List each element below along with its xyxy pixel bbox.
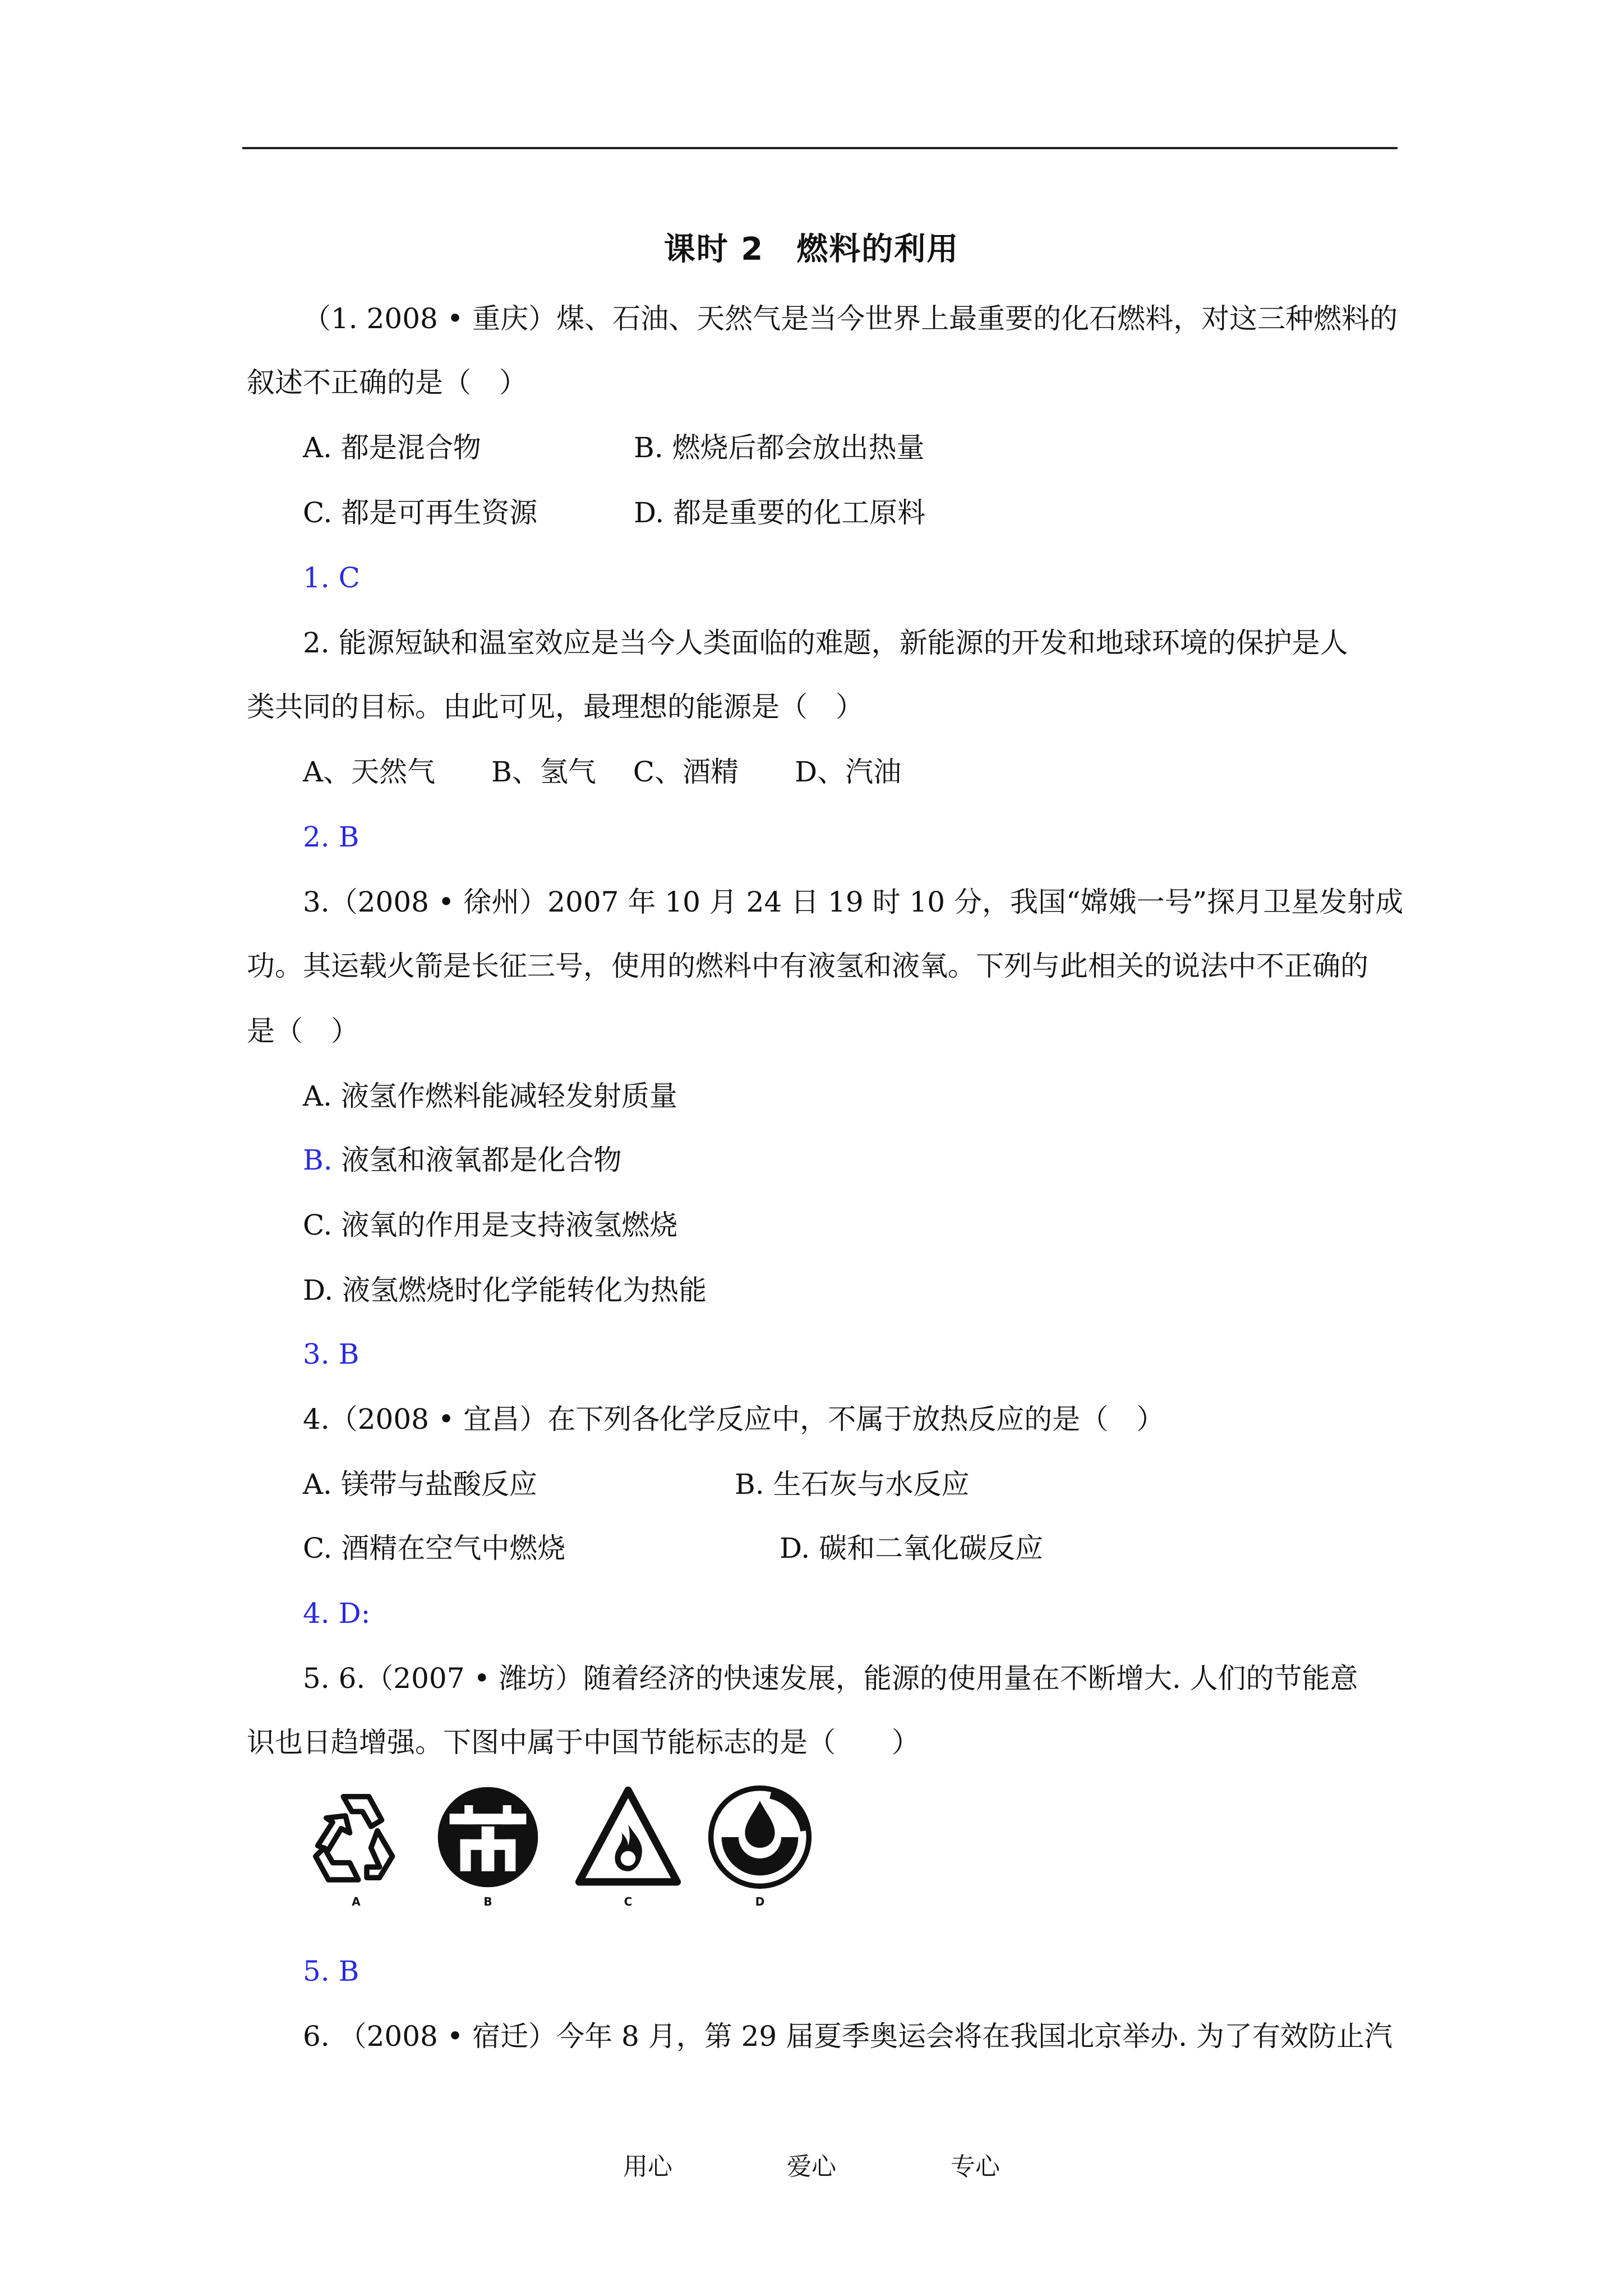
q1-option-a: A. 都是混合物 — [303, 431, 481, 464]
header-rule — [242, 147, 1398, 149]
q1-line1: （1. 2008 • 重庆）煤、石油、天然气是当今世界上最重要的化石燃料，对这三种燃料的 — [303, 302, 1398, 335]
icon-label-c: C — [624, 1895, 633, 1908]
q3-option-c: C. 液氧的作用是支持液氢燃烧 — [303, 1209, 678, 1241]
q3-answer: 3. B — [303, 1338, 359, 1370]
q5-line1: 5. 6.（2007 • 潍坊）随着经济的快速发展，能源的使用量在不断增大. 人们的节能意 — [303, 1662, 1358, 1695]
q1-option-c: C. 都是可再生资源 — [303, 496, 538, 529]
water-saving-icon — [707, 1784, 813, 1890]
q3-line3: 是（ ） — [247, 1015, 359, 1047]
footer-word-1: 用心 — [623, 2152, 672, 2181]
icon-label-a: A — [352, 1895, 361, 1908]
q6-line1: 6. （2008 • 宿迁）今年 8 月，第 29 届夏季奥运会将在我国北京举办. 为了有效防止汽 — [303, 2020, 1393, 2053]
footer-word-2: 爱心 — [787, 2152, 836, 2181]
q3-option-b-letter: B. — [303, 1144, 333, 1176]
q4-option-d: D. 碳和二氧化碳反应 — [780, 1532, 1044, 1565]
q4-option-b: B. 生石灰与水反应 — [735, 1468, 970, 1501]
q3-option-a: A. 液氢作燃料能减轻发射质量 — [303, 1080, 677, 1112]
q4-option-c: C. 酒精在空气中燃烧 — [303, 1532, 566, 1565]
page-title: 课时 2 燃料的利用 — [663, 231, 960, 268]
q4-answer: 4. D: — [303, 1597, 371, 1630]
recycle-icon — [303, 1784, 409, 1890]
q4-option-a: A. 镁带与盐酸反应 — [303, 1468, 537, 1501]
q1-answer: 1. C — [303, 562, 360, 594]
q2-line1: 2. 能源短缺和温室效应是当今人类面临的难题，新能源的开发和地球环境的保护是人 — [303, 627, 1348, 659]
q3-option-b-text: 液氢和液氧都是化合物 — [332, 1144, 622, 1176]
q2-line2: 类共同的目标。由此可见，最理想的能源是（ ） — [247, 691, 864, 723]
energy-saving-icon — [435, 1784, 541, 1890]
q2-answer: 2. B — [303, 821, 359, 853]
energy-symbols-figure — [303, 1784, 819, 1918]
flammable-warning-icon — [575, 1784, 681, 1890]
q3-option-b — [303, 1143, 622, 1177]
page-footer — [0, 2146, 1623, 2182]
q1-option-d: D. 都是重要的化工原料 — [634, 496, 926, 529]
q5-line2: 识也日趋增强。下图中属于中国节能标志的是（ ） — [247, 1726, 920, 1759]
q1-line2: 叙述不正确的是（ ） — [247, 366, 527, 399]
footer-word-3: 专心 — [951, 2152, 1000, 2181]
q2-options: A、天然气 B、氢气 C、酒精 D、汽油 — [303, 756, 902, 788]
icon-label-d: D — [755, 1895, 765, 1908]
q3-option-d: D. 液氢燃烧时化学能转化为热能 — [303, 1274, 707, 1306]
q3-line2: 功。其运载火箭是长征三号，使用的燃料中有液氢和液氧。下列与此相关的说法中不正确的 — [247, 950, 1368, 982]
q5-answer: 5. B — [303, 1955, 359, 1987]
icon-label-b: B — [483, 1895, 492, 1908]
q3-line1: 3.（2008 • 徐州）2007 年 10 月 24 日 19 时 10 分，我国“嫦娥一号”探月卫星发射成 — [303, 886, 1404, 918]
q1-option-b: B. 燃烧后都会放出热量 — [634, 431, 925, 464]
q4-line1: 4.（2008 • 宜昌）在下列各化学反应中，不属于放热反应的是（ ） — [303, 1403, 1165, 1435]
